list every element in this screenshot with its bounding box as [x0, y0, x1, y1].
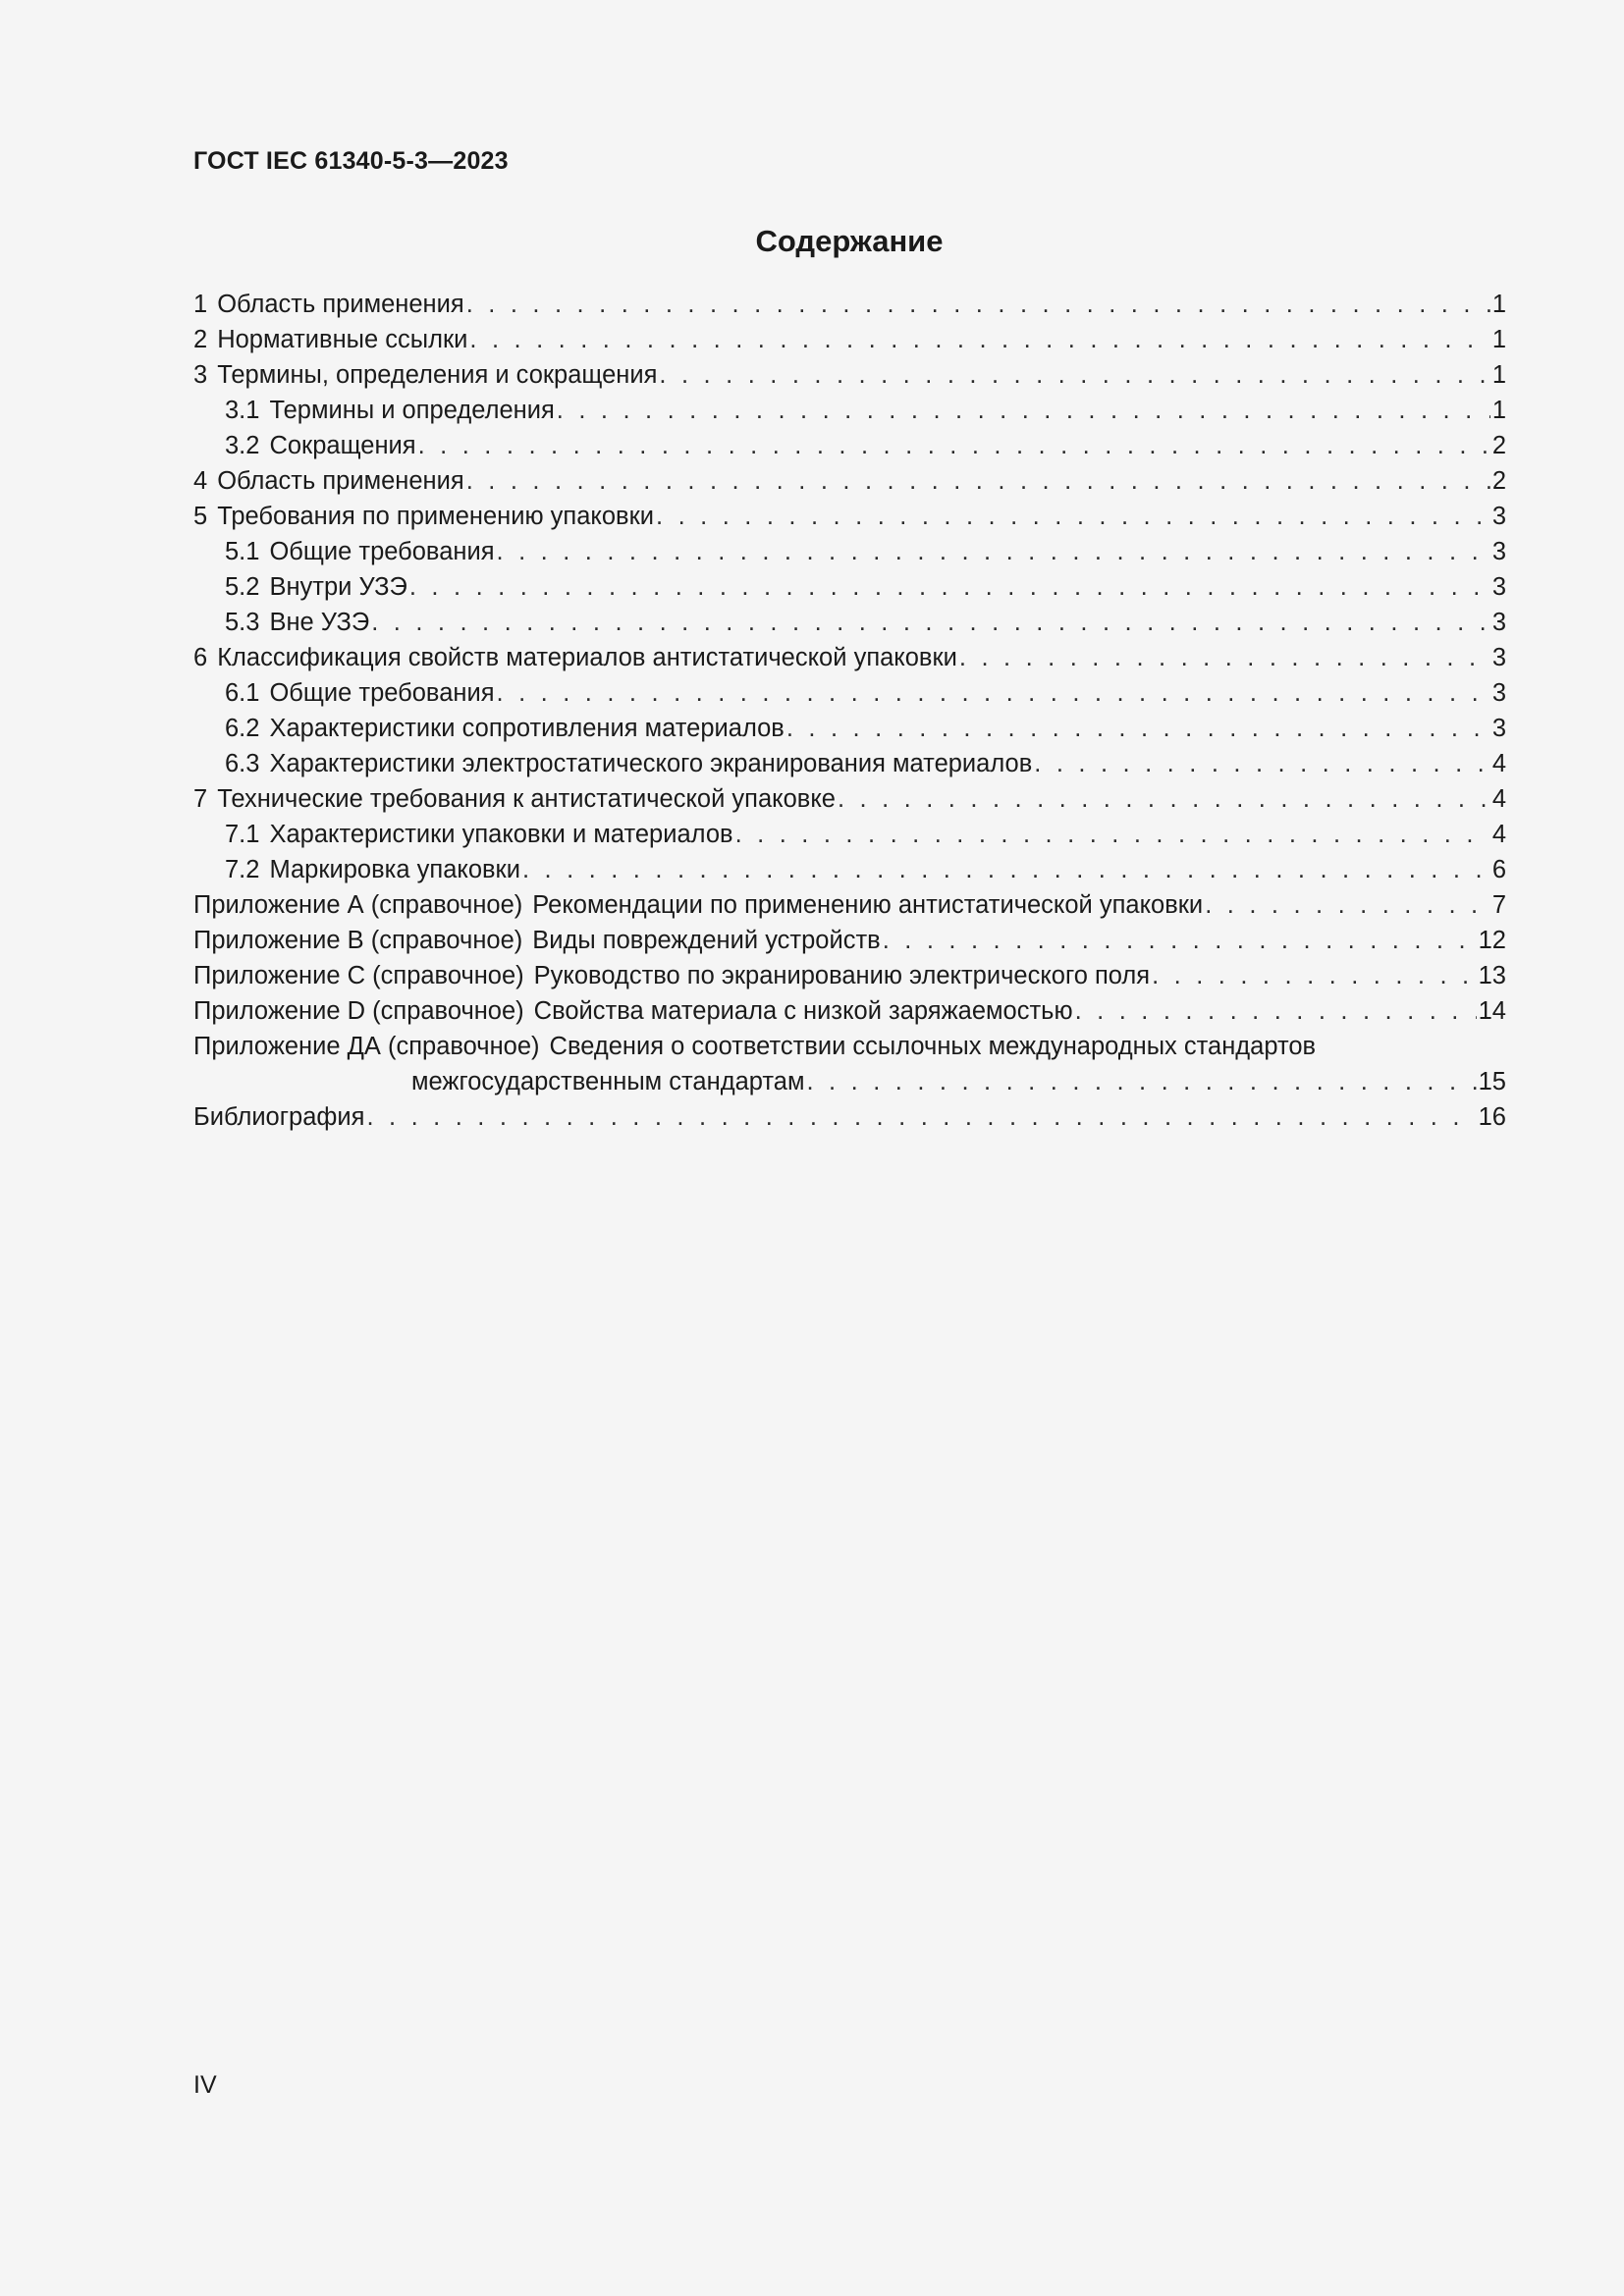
toc-entry-title: Свойства материала с низкой заряжаемостью	[533, 997, 1073, 1025]
toc-entry-number: 7.2	[225, 856, 260, 883]
toc-entry-page: 3	[1491, 538, 1506, 565]
toc-dot-leader	[1205, 887, 1490, 923]
toc-dot-leader	[659, 357, 1489, 393]
toc-dot-leader	[522, 852, 1490, 887]
toc-entry-number: 5.1	[225, 538, 260, 565]
toc-entry-title: Общие требования	[269, 679, 495, 707]
toc-entry-number: 7	[193, 785, 208, 813]
toc-entry-title: Общие требования	[269, 538, 495, 565]
toc-entry-page: 7	[1491, 891, 1506, 919]
toc-dot-leader	[1034, 746, 1490, 781]
toc-dot-leader	[466, 463, 1490, 499]
toc-entry[interactable]	[193, 711, 1506, 746]
toc-dot-leader	[959, 640, 1490, 675]
toc-entry-number: 6.2	[225, 715, 260, 742]
toc-dot-leader	[838, 781, 1490, 817]
toc-dot-leader	[466, 287, 1490, 322]
toc-entry-title: Сокращения	[269, 432, 416, 459]
toc-entry-title: Маркировка упаковки	[269, 856, 520, 883]
toc-entry-title: межгосударственным стандартам	[411, 1068, 805, 1095]
toc-entry-page: 4	[1491, 750, 1506, 777]
toc-entry[interactable]	[193, 499, 1506, 534]
toc-entry-page: 3	[1491, 503, 1506, 530]
toc-dot-leader	[735, 817, 1490, 852]
toc-dot-leader	[497, 675, 1490, 711]
toc-entry-number: Приложение В (справочное)	[193, 927, 523, 954]
toc-entry[interactable]	[193, 534, 1506, 569]
toc-dot-leader	[366, 1099, 1476, 1135]
toc-entry-title: Требования по применению упаковки	[217, 503, 654, 530]
toc-dot-leader	[497, 534, 1490, 569]
toc-entry[interactable]	[193, 357, 1506, 393]
toc-entry-number: Приложение D (справочное)	[193, 997, 524, 1025]
toc-entry-title: Область применения	[217, 467, 464, 495]
toc-entry-page: 15	[1478, 1068, 1506, 1095]
toc-entry-number: Приложение А (справочное)	[193, 891, 523, 919]
toc-dot-leader	[1152, 958, 1477, 993]
toc-dot-leader	[409, 569, 1490, 605]
toc-entry-page: 16	[1478, 1103, 1506, 1131]
toc-entry-number: Приложение С (справочное)	[193, 962, 524, 989]
toc-entry-page: 13	[1478, 962, 1506, 989]
toc-entry-page: 2	[1491, 432, 1506, 459]
toc-dot-leader	[371, 605, 1490, 640]
toc-entry[interactable]	[193, 393, 1506, 428]
toc-entry-number: 7.1	[225, 821, 260, 848]
toc-entry[interactable]	[193, 781, 1506, 817]
toc-entry-title: Характеристики сопротивления материалов	[269, 715, 785, 742]
toc-entry-title: Вне УЗЭ	[269, 609, 370, 636]
toc-entry-title: Виды повреждений устройств	[532, 927, 881, 954]
toc-entry-page: 6	[1491, 856, 1506, 883]
toc-entry[interactable]	[193, 887, 1506, 923]
toc-entry-page: 2	[1491, 467, 1506, 495]
toc-entry[interactable]	[193, 675, 1506, 711]
toc-entry-page: 1	[1491, 326, 1506, 353]
toc-entry[interactable]	[193, 640, 1506, 675]
toc-dot-leader	[418, 428, 1490, 463]
toc-entry-title: Нормативные ссылки	[217, 326, 468, 353]
toc-entry-number: 6.1	[225, 679, 260, 707]
toc-entry-page: 4	[1491, 785, 1506, 813]
toc-entry[interactable]	[193, 569, 1506, 605]
toc-entry[interactable]	[193, 605, 1506, 640]
toc-dot-leader	[557, 393, 1490, 428]
toc-entry[interactable]	[193, 322, 1506, 357]
toc-entry[interactable]	[193, 958, 1506, 993]
toc-entry-number: 5	[193, 503, 208, 530]
table-of-contents	[193, 287, 1506, 1135]
toc-entry-page: 1	[1491, 397, 1506, 424]
toc-entry-page: 3	[1491, 644, 1506, 671]
toc-entry[interactable]	[193, 428, 1506, 463]
toc-entry[interactable]	[193, 287, 1506, 322]
toc-entry-number: 6	[193, 644, 208, 671]
toc-entry-page: 12	[1478, 927, 1506, 954]
toc-entry-title: Характеристики электростатического экранирования материалов	[269, 750, 1033, 777]
toc-entry-number: 3.1	[225, 397, 260, 424]
toc-entry-page: 1	[1491, 361, 1506, 389]
toc-entry-page: 3	[1491, 573, 1506, 601]
toc-entry-page: 14	[1478, 997, 1506, 1025]
toc-dot-leader	[786, 711, 1490, 746]
toc-entry-number: 5.3	[225, 609, 260, 636]
toc-entry[interactable]	[193, 1064, 1506, 1099]
document-code: ГОСТ IEC 61340-5-3—2023	[193, 147, 509, 175]
toc-entry-number: 3.2	[225, 432, 260, 459]
toc-entry[interactable]	[193, 817, 1506, 852]
toc-entry-page: 3	[1491, 715, 1506, 742]
toc-entry-title: Технические требования к антистатической упаковке	[217, 785, 836, 813]
toc-entry-page: 3	[1491, 609, 1506, 636]
toc-entry-number: 1	[193, 291, 208, 318]
toc-entry[interactable]	[193, 1099, 1506, 1135]
toc-entry-page: 3	[1491, 679, 1506, 707]
toc-entry-title: Область применения	[217, 291, 464, 318]
page-number: IV	[193, 2071, 217, 2099]
toc-dot-leader	[1075, 993, 1477, 1029]
toc-entry-title: Библиография	[193, 1103, 365, 1131]
toc-entry-number: 4	[193, 467, 208, 495]
toc-entry-page: 4	[1491, 821, 1506, 848]
toc-entry-title: Термины и определения	[269, 397, 555, 424]
toc-entry-title: Руководство по экранированию электрического поля	[533, 962, 1151, 989]
toc-entry-title: Классификация свойств материалов антистатической упаковки	[217, 644, 957, 671]
toc-entry[interactable]	[193, 1029, 1506, 1064]
toc-dot-leader	[806, 1064, 1476, 1099]
toc-dot-leader	[656, 499, 1490, 534]
toc-entry-title: Внутри УЗЭ	[269, 573, 407, 601]
toc-entry-title: Сведения о соответствии ссылочных международных стандартов	[549, 1033, 1317, 1060]
toc-entry[interactable]	[193, 852, 1506, 887]
toc-entry-number: Приложение ДА (справочное)	[193, 1033, 540, 1060]
toc-entry-number: 3	[193, 361, 208, 389]
toc-entry[interactable]	[193, 746, 1506, 781]
toc-dot-leader	[883, 923, 1477, 958]
toc-entry-title: Термины, определения и сокращения	[217, 361, 658, 389]
toc-entry-number: 2	[193, 326, 208, 353]
toc-entry-title: Рекомендации по применению антистатической упаковки	[532, 891, 1204, 919]
toc-dot-leader	[469, 322, 1489, 357]
toc-entry[interactable]	[193, 923, 1506, 958]
toc-entry[interactable]	[193, 993, 1506, 1029]
toc-title: Содержание	[755, 224, 944, 258]
toc-entry-number: 5.2	[225, 573, 260, 601]
toc-entry-number: 6.3	[225, 750, 260, 777]
toc-entry-title: Характеристики упаковки и материалов	[269, 821, 733, 848]
toc-entry-page: 1	[1491, 291, 1506, 318]
toc-entry[interactable]	[193, 463, 1506, 499]
